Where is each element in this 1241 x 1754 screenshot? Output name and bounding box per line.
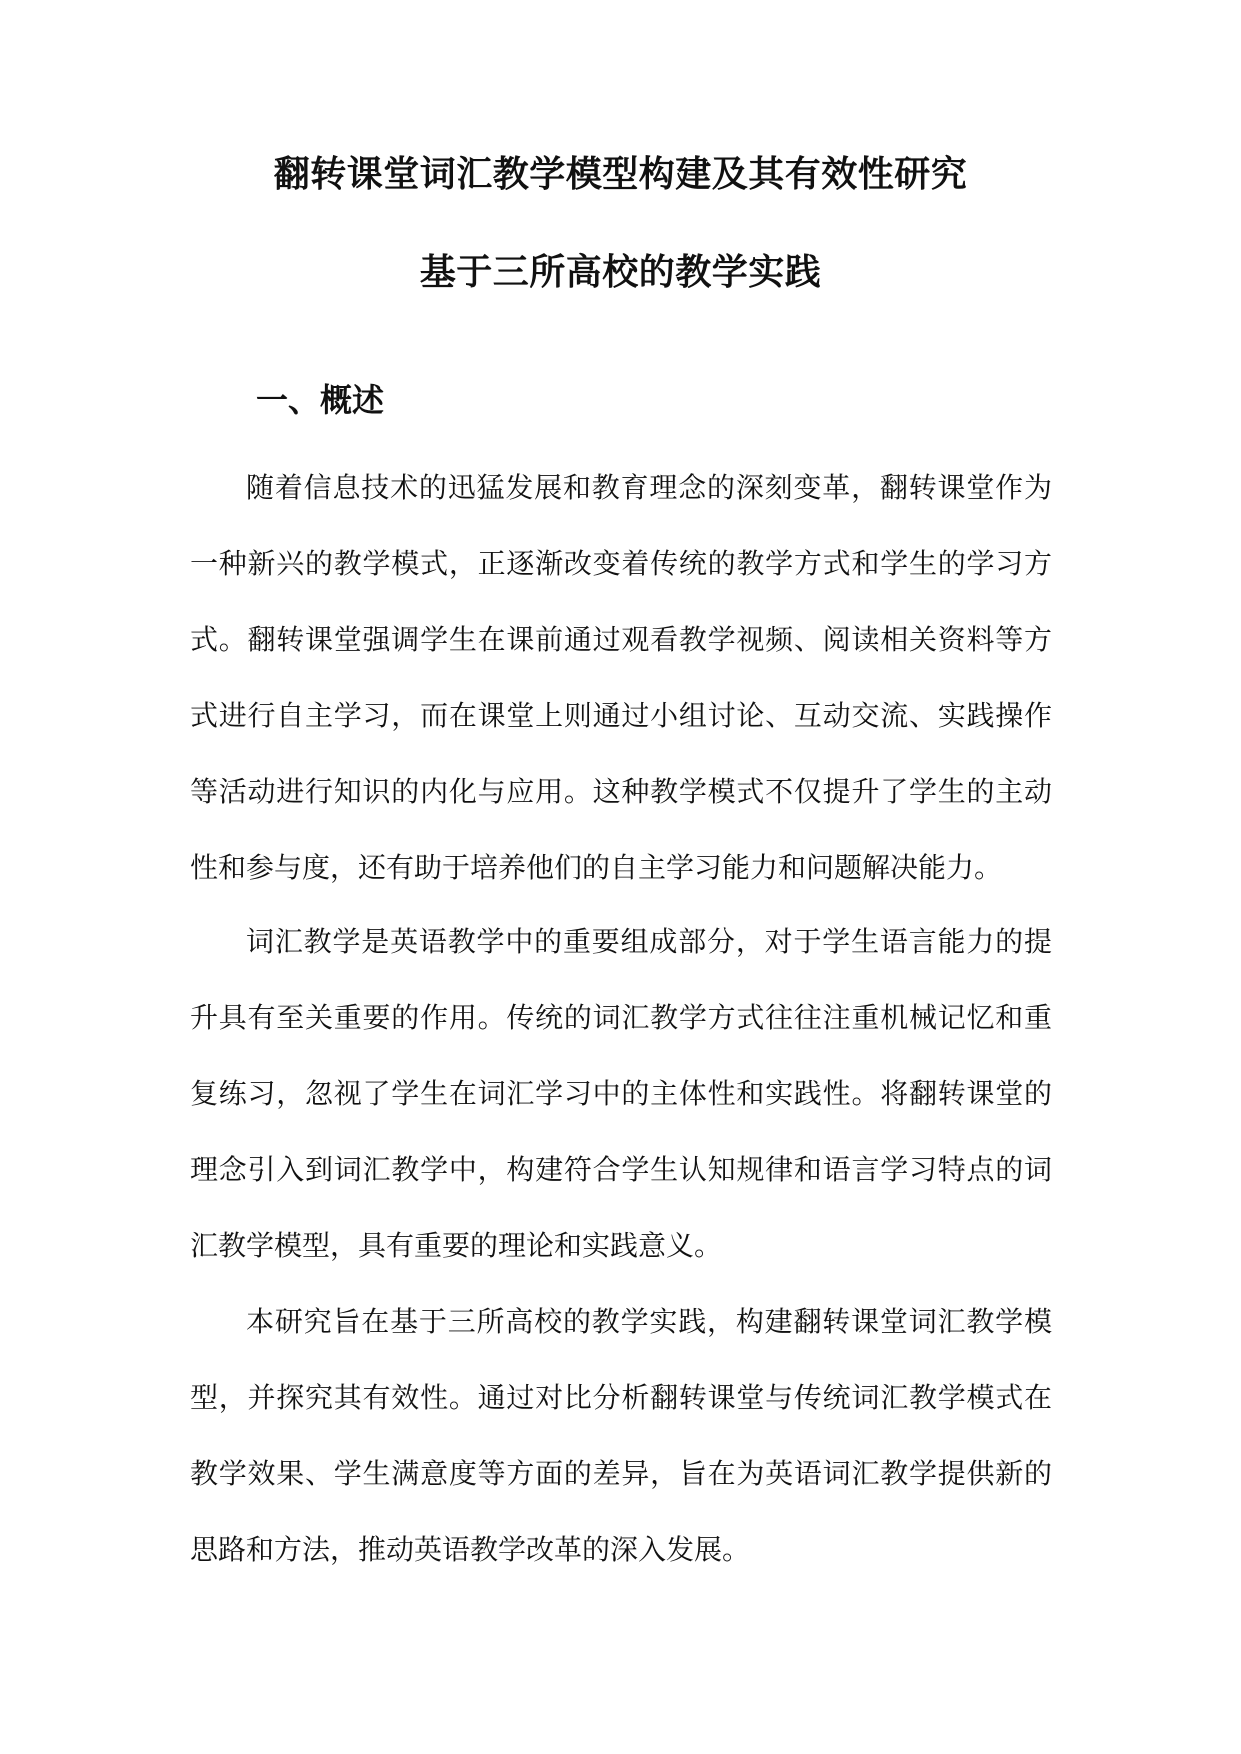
section-heading-overview: 一、概述 (256, 381, 385, 419)
body-paragraph-3: 本研究旨在基于三所高校的教学实践，构建翻转课堂词汇教学模型，并探究其有效性。通过对比分析翻转课堂与传统词汇教学模式在教学效果、学生满意度等方面的差异，旨在为英语词汇教学提供新的思路和方法，推动英语教学改革的深入发展。 (190, 1305, 1052, 1566)
document-title: 翻转课堂词汇教学模型构建及其有效性研究 (273, 153, 968, 195)
document-subtitle: 基于三所高校的教学实践 (419, 251, 822, 293)
body-paragraph-1: 随着信息技术的迅猛发展和教育理念的深刻变革，翻转课堂作为一种新兴的教学模式，正逐渐改变着传统的教学方式和学生的学习方式。翻转课堂强调学生在课前通过观看教学视频、阅读相关资料等方式进行自主学习，而在课堂上则通过小组讨论、互动交流、实践操作等活动进行知识的内化与应用。这种教学模式不仅提升了学生的主动性和参与度，还有助于培养他们的自主学习能力和问题解决能力。 (190, 471, 1052, 884)
body-paragraph-2: 词汇教学是英语教学中的重要组成部分，对于学生语言能力的提升具有至关重要的作用。传统的词汇教学方式往往注重机械记忆和重复练习，忽视了学生在词汇学习中的主体性和实践性。将翻转课堂的理念引入到词汇教学中，构建符合学生认知规律和语言学习特点的词汇教学模型，具有重要的理论和实践意义。 (190, 925, 1052, 1262)
